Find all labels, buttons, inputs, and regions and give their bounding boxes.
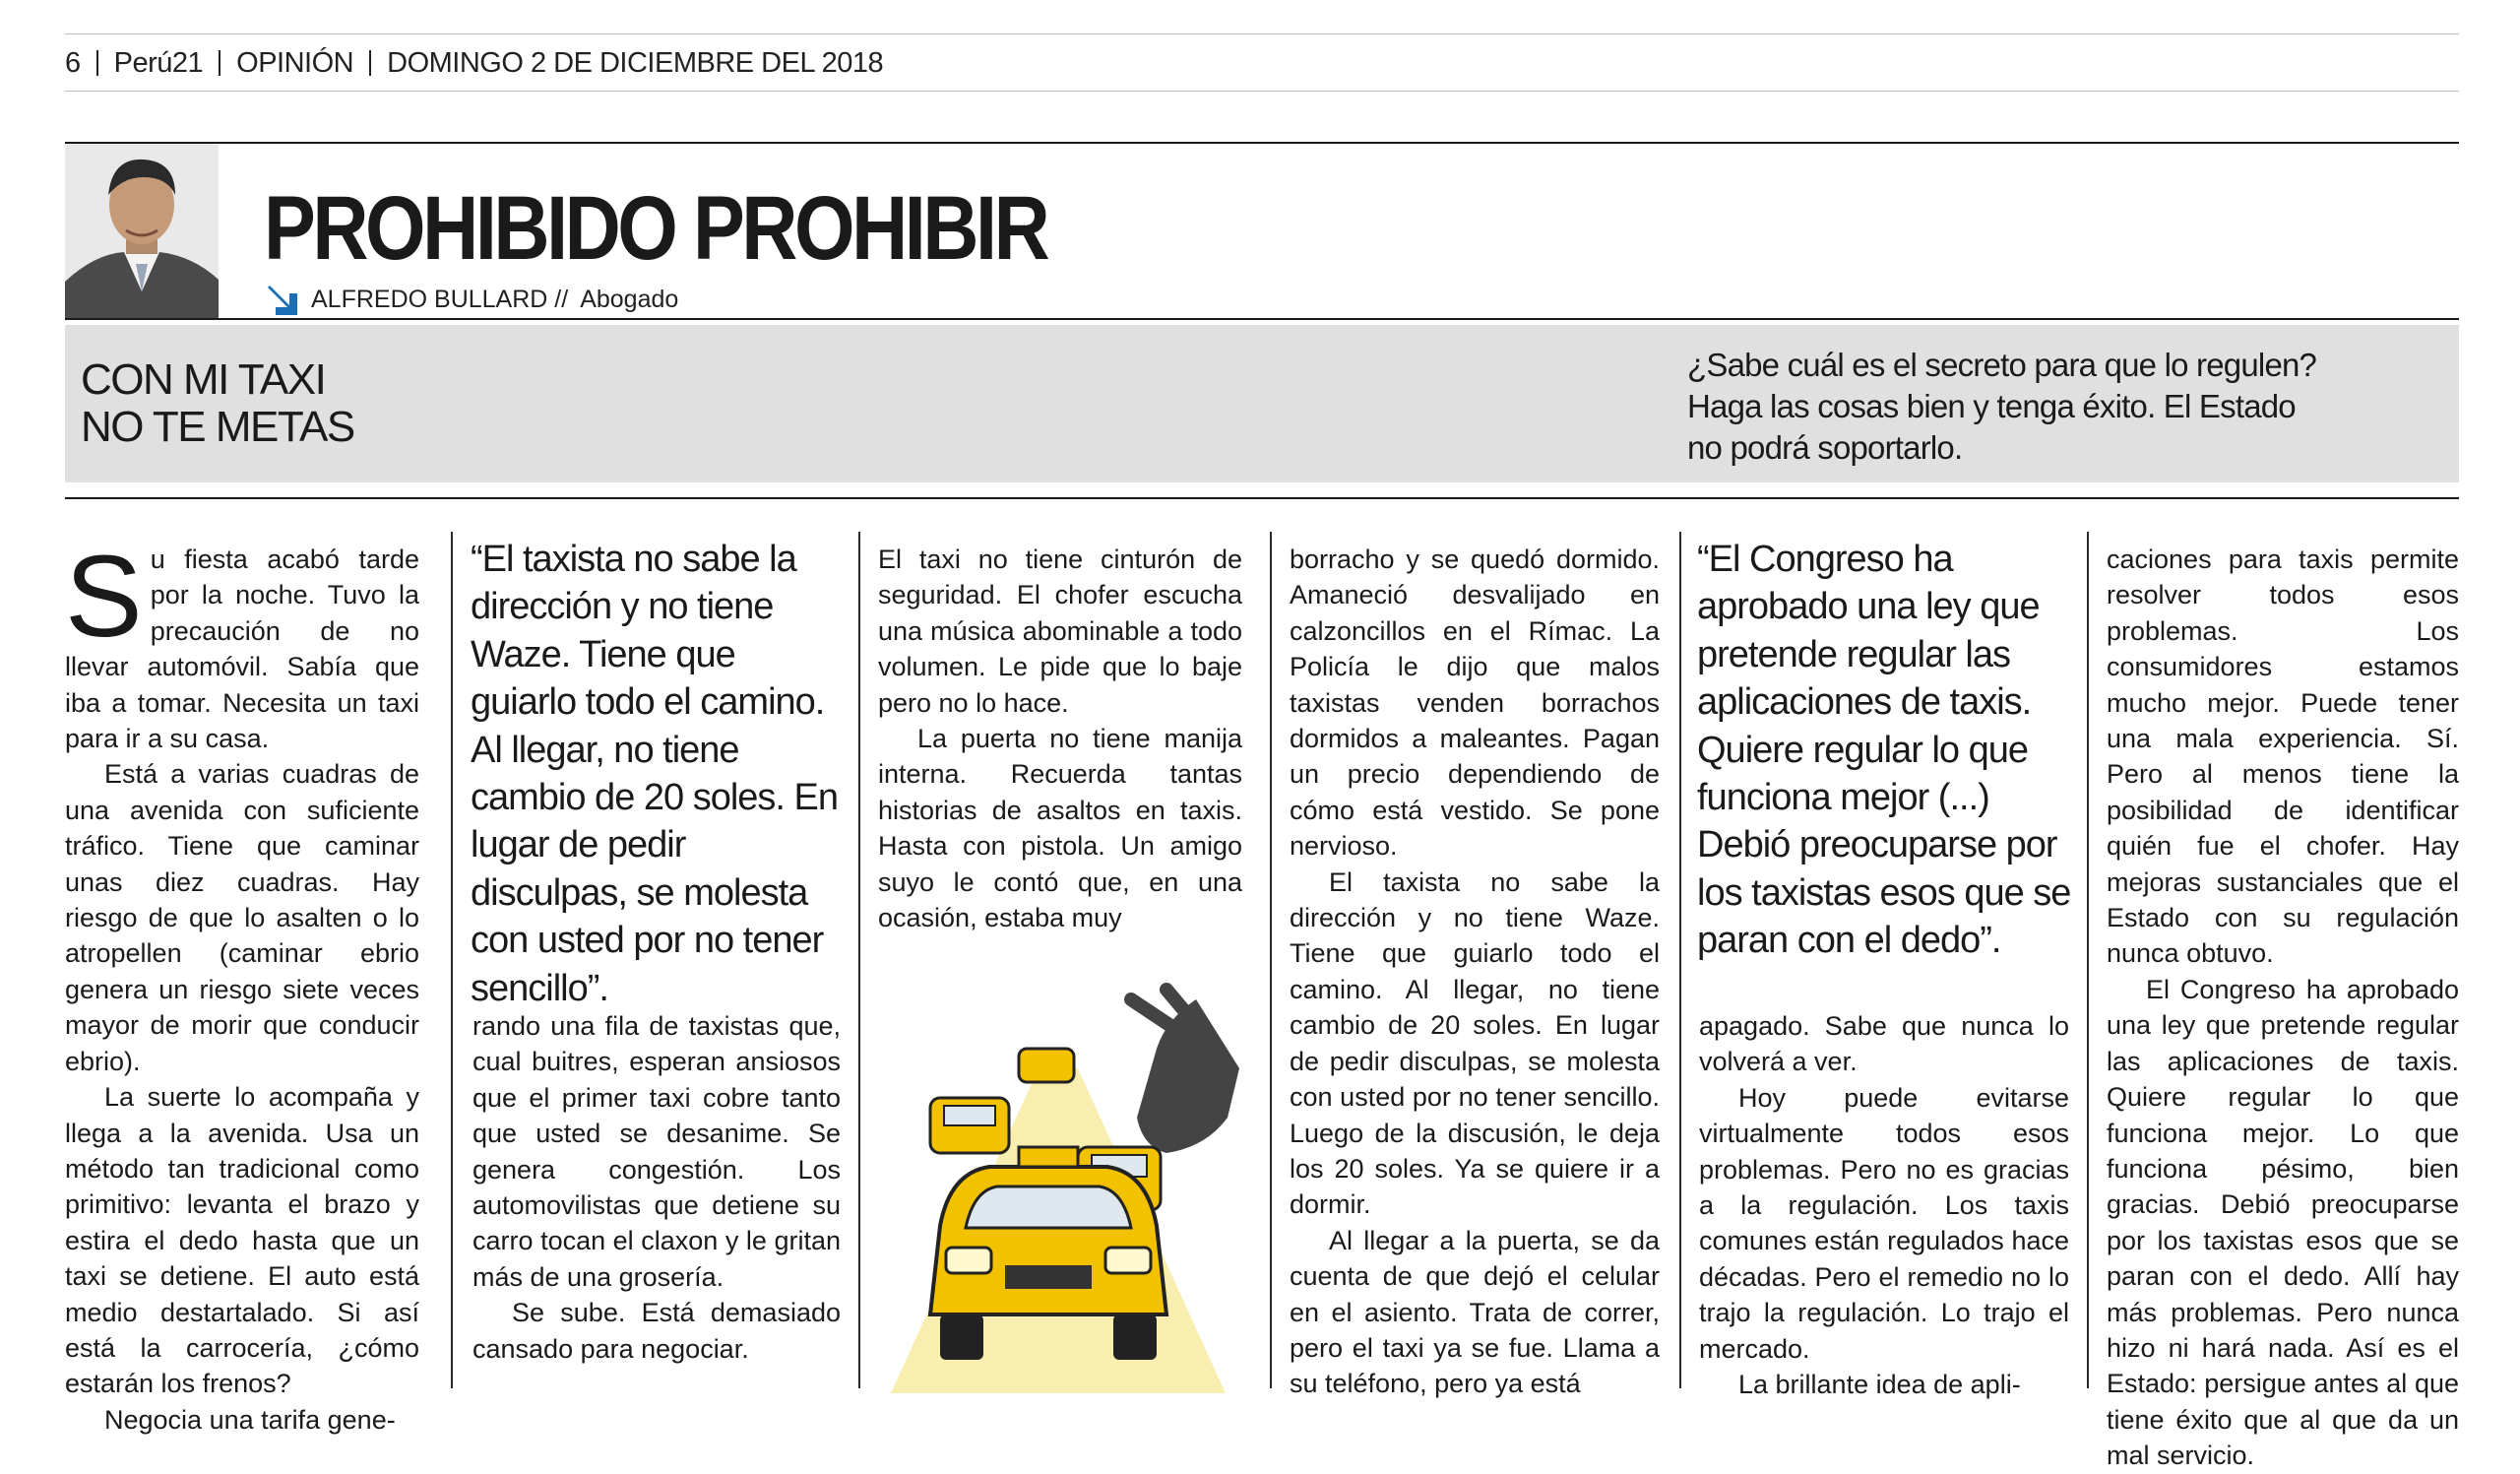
paragraph: caciones para taxis permite resolver todos esos problemas. Los consumidores estamos mucho mejor. Puede tener una mala experiencia. Sí. Pero al menos tiene la posibilidad de identificar quién fue el chofer. Hay mejoras sustanciales que el Estado con su regulación nunca obtuvo. (2107, 545, 2459, 969)
folio-separator (96, 50, 98, 76)
drop-cap: S (65, 532, 143, 662)
paragraph-text: u fiesta acabó tarde por la noche. Tuvo la precaución de no llevar automóvil. Sabía que iba a tomar. Necesita un taxi para ir a su casa. (65, 545, 419, 754)
folio (65, 43, 883, 83)
kicker (1687, 345, 2376, 469)
column-title: PROHIBIDO PROHIBIR (264, 178, 1047, 279)
column-rule (858, 532, 860, 1388)
paragraph: El taxista no sabe la dirección y no tiene Waze. Tiene que guiarlo todo el camino. Al llegar, no tiene cambio de 20 soles. En lugar de pedir disculpas, se molesta con usted por no tener sencillo. Luego de la discusión, le deja los 20 soles. Ya se quiere ir a dormir. (1290, 866, 1660, 1220)
paragraph: La suerte lo acompaña y llega a la avenida. Usa un método tan tradicional como primitivo: levanta el brazo y estira el dedo hasta que un taxi se detiene. El auto está medio destartalado. Si así está la carrocería, ¿cómo estarán los frenos? (65, 1082, 419, 1399)
body-column-4 (1290, 542, 1660, 1402)
paragraph: La brillante idea de apli- (1738, 1370, 2021, 1400)
page-number: 6 (65, 46, 81, 79)
body-column-6 (2107, 542, 2459, 1474)
taxi-illustration (871, 980, 1245, 1393)
paragraph: La puerta no tiene manija interna. Recuerda tantas historias de asaltos en taxis. Hasta con pistola. Un amigo suyo le contó que, en una ocasión, estaba muy (878, 724, 1242, 933)
kicker-line: ¿Sabe cuál es el secreto para que lo regulen? (1687, 347, 2317, 383)
paragraph: Se sube. Está demasiado cansado para negociar. (472, 1298, 841, 1364)
arrow-down-right-icon (266, 280, 301, 319)
section-name: OPINIÓN (236, 46, 354, 79)
header-bottom-rule (65, 318, 2459, 320)
paragraph: apagado. Sabe que nunca lo volverá a ver. (1699, 1011, 2069, 1077)
paragraph: El taxi no tiene cinturón de seguridad. El chofer escucha una música abominable a todo volumen. Le pide que lo baje pero no lo hace. (878, 545, 1242, 718)
paragraph: rando una fila de taxistas que, cual buitres, esperan ansiosos que el primer taxi cobre tanto que usted se desanime. Se genera congestión. Los automovilistas que detiene su carro tocan el claxon y le gritan más de una grosería. (472, 1011, 841, 1292)
paragraph: borracho y se quedó dormido. Amaneció desvalijado en calzoncillos en el Rímac. La Policía le dijo que malos taxistas venden borrachos dormidos a maleantes. Pagan un precio dependiendo de cómo está vestido. Se pone nervioso. (1290, 545, 1660, 862)
band-bottom-rule (65, 497, 2459, 499)
body-column-5 (1699, 1008, 2069, 1402)
folio-bottom-rule (65, 91, 2459, 92)
issue-date: DOMINGO 2 DE DICIEMBRE DEL 2018 (387, 46, 884, 79)
paragraph: Hoy puede evitarse virtualmente todos esos problemas. Pero no es gracias a la regulación. Los taxis comunes están regulados hace décadas. Pero el remedio no lo trajo la regulación. Lo trajo el mercado. (1699, 1082, 2069, 1364)
body-column-2 (472, 1008, 841, 1367)
headline-line: NO TE METAS (81, 403, 354, 451)
column-rule (1270, 532, 1272, 1388)
paragraph: Está a varias cuadras de una avenida con suficiente tráfico. Tiene que caminar unas diez cuadras. Hay riesgo de que lo asalten o lo atropellen (caminar ebrio genera un riesgo siete veces mayor de morir que conducir ebrio). (65, 759, 419, 1076)
folio-top-rule (65, 33, 2459, 34)
kicker-line: Haga las cosas bien y tenga éxito. El Estado (1687, 388, 2296, 424)
header-top-rule (65, 142, 2459, 144)
pull-quote: “El Congreso ha aprobado una ley que pretende regular las aplicaciones de taxis. Quiere regular lo que funciona mejor (...) Debió preocuparse por los taxistas esos que se paran con el dedo”. (1697, 539, 2071, 962)
column-rule (1679, 532, 1681, 1388)
body-column-3 (878, 542, 1242, 935)
pull-quote: “El taxista no sabe la dirección y no tiene Waze. Tiene que guiarlo todo el camino. Al llegar, no tiene cambio de 20 soles. En lugar de pedir disculpas, se molesta con usted por no tener sencillo”. (471, 539, 839, 1009)
folio-separator (369, 50, 371, 76)
column-rule (2087, 532, 2089, 1388)
kicker-line: no podrá soportarlo. (1687, 429, 1963, 466)
author-role: Abogado (580, 285, 679, 313)
paragraph: Al llegar a la puerta, se da cuenta de que dejó el celular en el asiento. Trata de correr, pero el taxi ya se fue. Llama a su teléfono, pero ya está (1290, 1225, 1660, 1399)
author-name: ALFREDO BULLARD // (311, 285, 569, 313)
headline (81, 356, 354, 451)
author-photo (65, 144, 219, 319)
headline-line: CON MI TAXI (81, 355, 326, 404)
paragraph: Negocia una tarifa gene- (104, 1404, 396, 1435)
paper-name: Perú21 (113, 46, 204, 79)
paragraph: El Congreso ha aprobado una ley que pretende regular las aplicaciones de taxis. Quiere regular lo que funciona mejor. Lo que funciona pésimo, bien gracias. Debió preocuparse por los taxistas esos que se paran con el dedo. Allí hay más problemas. Pero nunca hizo ni hará nada. Así es el Estado: persigue antes al que tiene éxito que al que da un mal servicio. (2107, 974, 2459, 1471)
folio-separator (219, 50, 220, 76)
paragraph (65, 532, 419, 756)
body-column-1 (65, 532, 419, 1438)
byline (266, 280, 678, 319)
column-rule (451, 532, 453, 1388)
